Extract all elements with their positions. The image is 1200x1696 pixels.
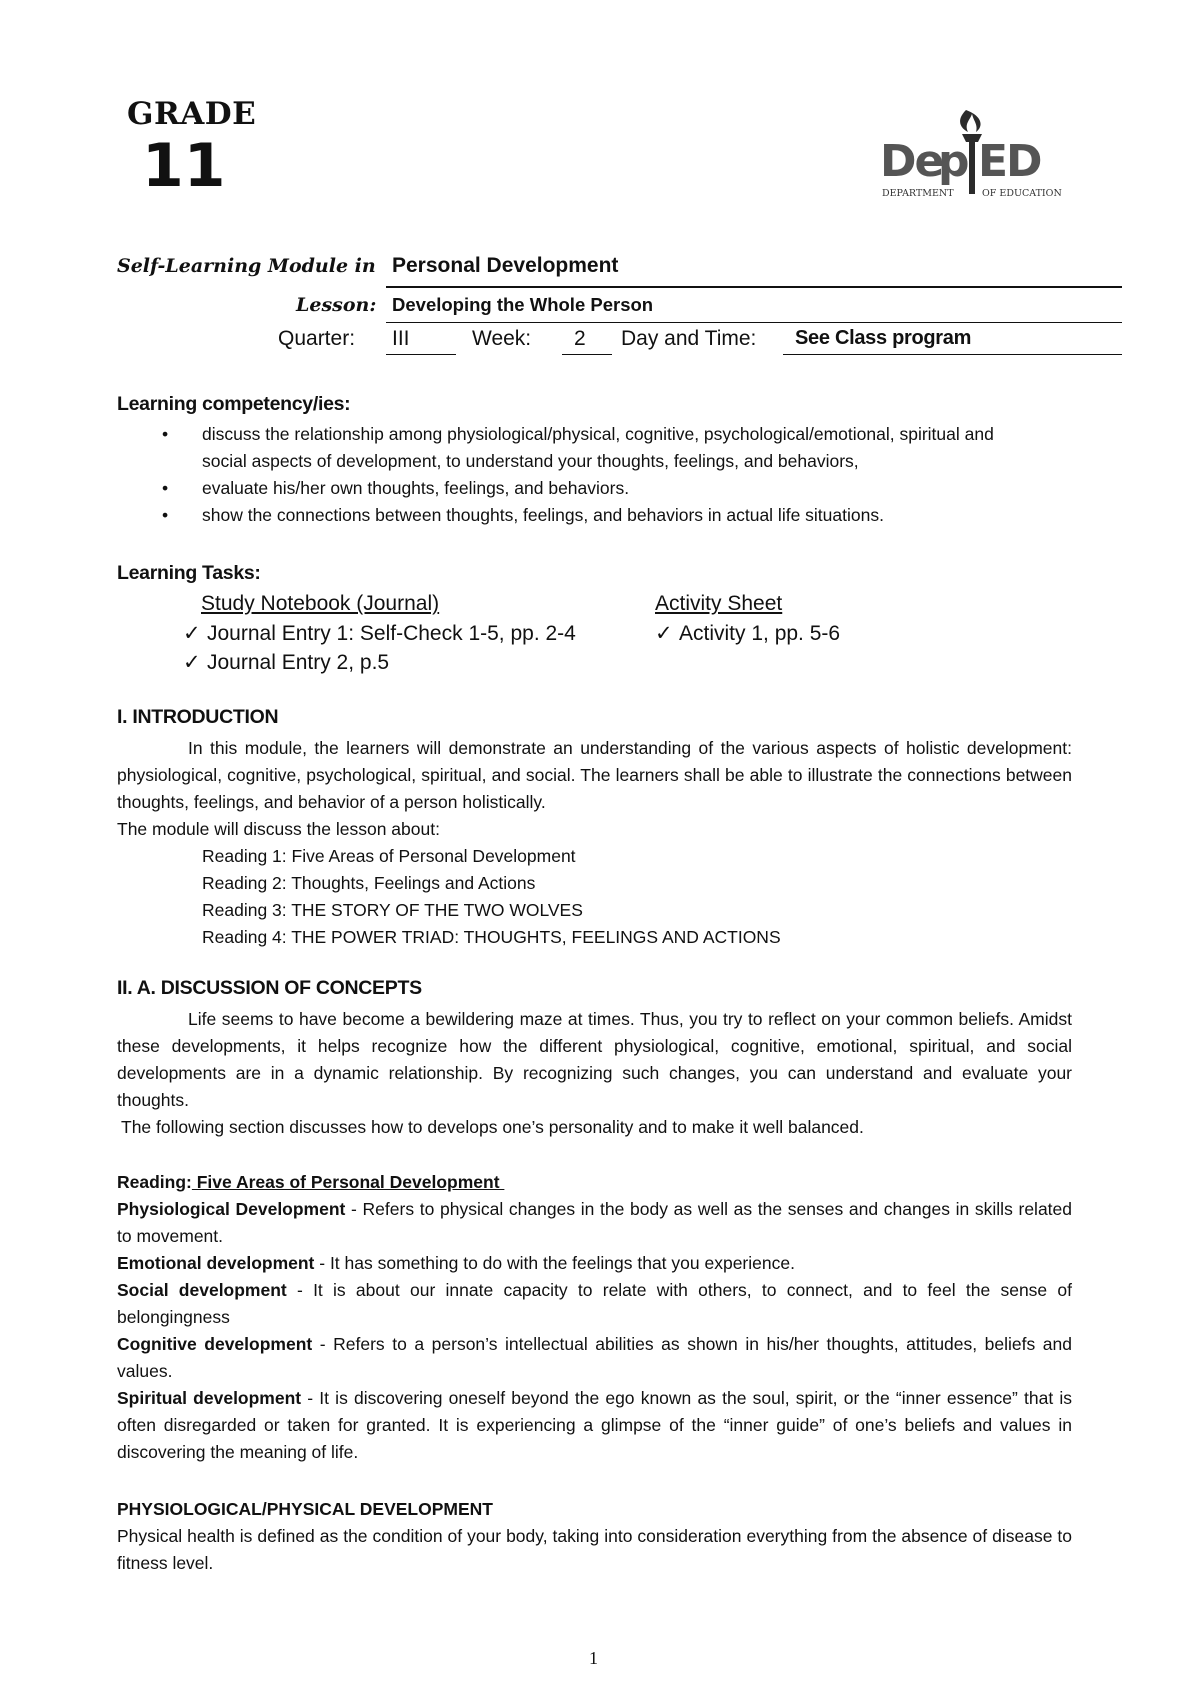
competencies-list	[162, 421, 1032, 529]
area-item: Social development - It is about our innate capacity to relate with others, to connect, and to feel the sense of belongingness	[117, 1280, 1072, 1327]
reading-item: Reading 3: THE STORY OF THE TWO WOLVES	[202, 900, 583, 920]
lesson-label: Lesson:	[296, 294, 377, 316]
notebook-item: ✓ Journal Entry 1: Self-Check 1-5, pp. 2-4	[183, 622, 576, 645]
day-time-value: See Class program	[795, 327, 972, 349]
check-icon: ✓	[183, 651, 201, 674]
areas-list	[117, 1196, 1072, 1466]
notebook-item: ✓ Journal Entry 2, p.5	[183, 651, 390, 674]
competency-item: • discuss the relationship among physiological/physical, cognitive, psychological/emotional, spiritual and social aspects of development, to understand your thoughts, feelings, and behaviors,	[162, 424, 994, 471]
week-value: 2	[574, 327, 586, 350]
physical-paragraph: Physical health is defined as the condition of your body, taking into consideration everything from the absence of disease to fitness level.	[117, 1526, 1072, 1573]
intro-lead: The module will discuss the lesson about:	[117, 819, 440, 839]
module-label: Self-Learning Module in	[117, 255, 376, 277]
competencies-heading: Learning competency/ies:	[117, 393, 351, 415]
svg-text:p: p	[938, 136, 968, 187]
reading-title: Reading: Five Areas of Personal Development	[117, 1172, 505, 1192]
intro-paragraph: In this module, the learners will demonstrate an understanding of the various aspects of holistic development: physiological, cognitive, psychological, spiritual, and social. The learners shall be able to illustrate the connections between thoughts, feelings, and behavior of a person holistically.	[117, 738, 1072, 812]
week-label: Week:	[472, 327, 532, 350]
check-icon: ✓	[655, 622, 673, 645]
reading-item: Reading 4: THE POWER TRIAD: THOUGHTS, FEELINGS AND ACTIONS	[202, 927, 781, 947]
quarter-underline	[386, 354, 456, 355]
reading-item: Reading 1: Five Areas of Personal Development	[202, 846, 576, 866]
quarter-label: Quarter:	[278, 327, 356, 350]
discussion-follow: The following section discusses how to develops one’s personality and to make it well balanced.	[121, 1117, 864, 1137]
intro-heading: I. INTRODUCTION	[117, 706, 279, 728]
competency-item: • evaluate his/her own thoughts, feelings, and behaviors.	[162, 478, 630, 498]
area-item: Cognitive development - Refers to a person’s intellectual abilities as shown in his/her thoughts, attitudes, beliefs and values.	[117, 1334, 1072, 1381]
deped-logo	[878, 106, 1073, 206]
subject-underline	[386, 286, 1122, 288]
competency-item: • show the connections between thoughts, feelings, and behaviors in actual life situations.	[162, 505, 884, 525]
check-icon: ✓	[183, 622, 201, 645]
logo-subtitle-left: DEPARTMENT	[882, 188, 954, 199]
logo-subtitle-right: OF EDUCATION	[982, 188, 1062, 199]
lesson-value: Developing the Whole Person	[392, 294, 654, 315]
area-item: Spiritual development - It is discovering oneself beyond the ego known as the soul, spirit, or the “inner essence” that is often disregarded or taken for granted. It is experiencing a glimpse of the “inner guide” of one’s beliefs and values in discovering the meaning of life.	[117, 1388, 1073, 1462]
area-item: Emotional development - It has something to do with the feelings that you experience.	[117, 1253, 795, 1273]
reading-item: Reading 2: Thoughts, Feelings and Actions	[202, 873, 536, 893]
quarter-value: III	[392, 327, 410, 350]
grade-number: 11	[142, 131, 226, 201]
physical-heading: PHYSIOLOGICAL/PHYSICAL DEVELOPMENT	[117, 1499, 493, 1519]
day-time-underline	[783, 354, 1122, 355]
week-underline	[562, 354, 612, 355]
grade-label: GRADE	[127, 96, 257, 132]
area-item: Physiological Development - Refers to physical changes in the body as well as the senses and changes in skills related to movement.	[117, 1199, 1072, 1246]
page-number: 1	[589, 1648, 598, 1668]
subject-value: Personal Development	[392, 254, 619, 277]
svg-text:De: De	[880, 136, 943, 187]
svg-text:ED: ED	[978, 136, 1041, 187]
activity-item: ✓ Activity 1, pp. 5-6	[655, 622, 841, 645]
discussion-heading: II. A. DISCUSSION OF CONCEPTS	[117, 977, 422, 999]
tasks-heading: Learning Tasks:	[117, 562, 261, 584]
reading-list	[202, 843, 781, 951]
discussion-paragraph: Life seems to have become a bewildering maze at times. Thus, you try to reflect on your common beliefs. Amidst these developments, it helps recognize how the different physiological, cognitive, emotional, spiritual, and social developments are in a dynamic relationship. By recognizing such changes, you can understand and evaluate your thoughts.	[117, 1009, 1072, 1110]
activity-heading: Activity Sheet	[655, 592, 783, 615]
notebook-heading: Study Notebook (Journal)	[201, 592, 440, 615]
lesson-underline	[386, 322, 1122, 323]
day-time-label: Day and Time:	[621, 327, 757, 350]
